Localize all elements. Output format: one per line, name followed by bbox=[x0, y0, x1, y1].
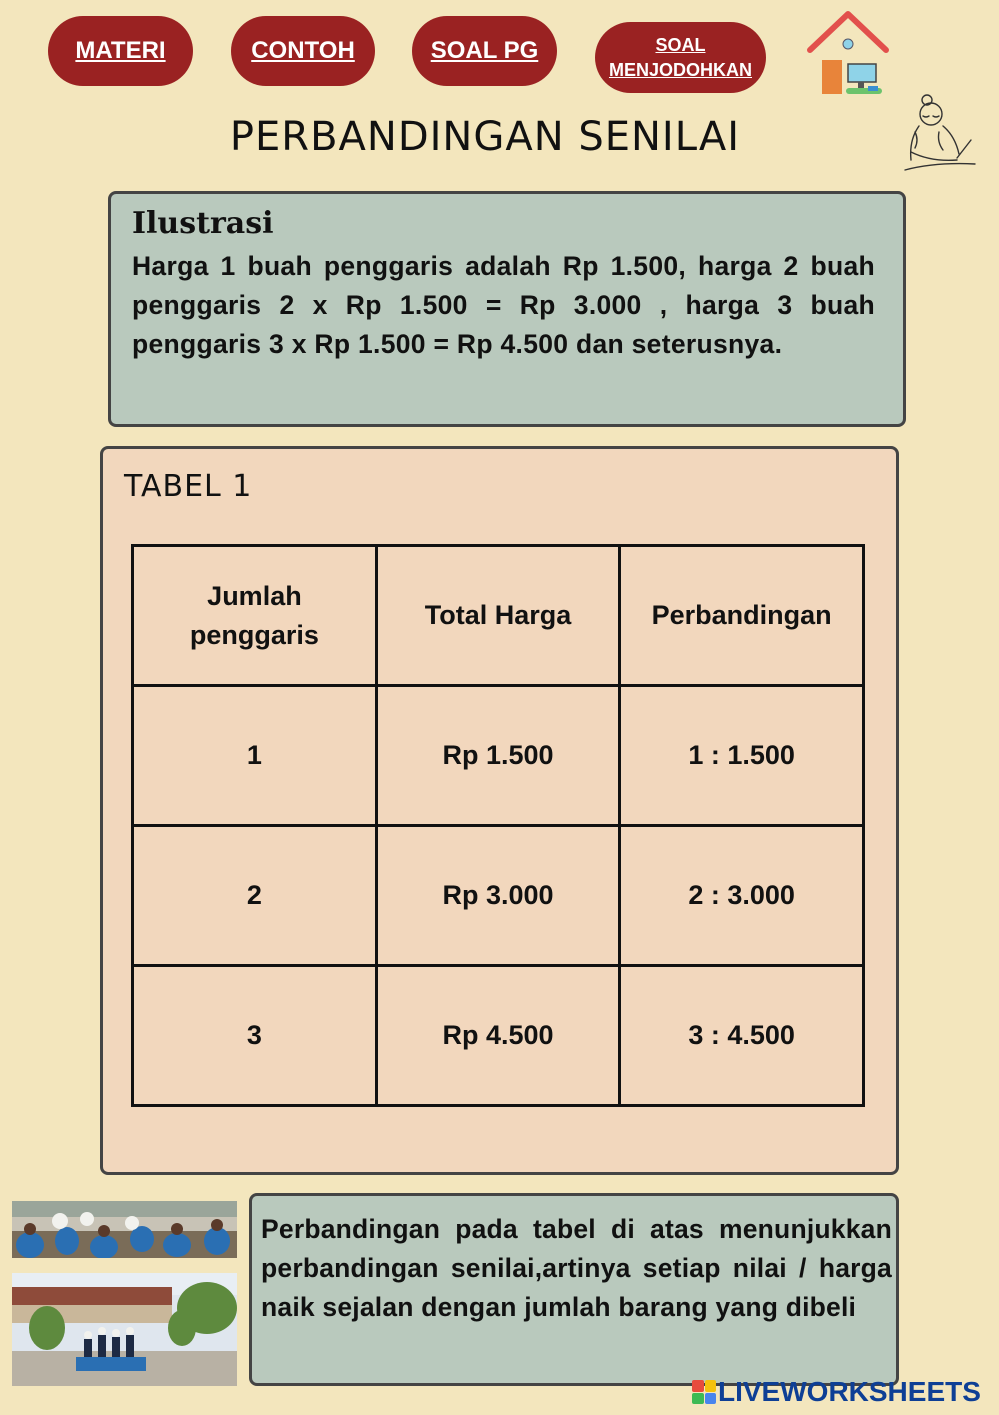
header-jumlah: Jumlah penggaris bbox=[133, 546, 377, 686]
conclusion-text: Perbandingan pada tabel di atas menunjukkan perbandingan senilai,artinya setiap nilai / harga naik sejalan dengan jumlah barang yang dibeli bbox=[261, 1214, 892, 1322]
table-row bbox=[133, 966, 864, 1106]
cell-ratio: 3 : 4.500 bbox=[620, 966, 864, 1106]
page-title: PERBANDINGAN SENILAI bbox=[229, 114, 741, 160]
cell-ratio: 1 : 1.500 bbox=[620, 686, 864, 826]
table-row bbox=[133, 826, 864, 966]
header-perbandingan: Perbandingan bbox=[620, 546, 864, 686]
materi-button[interactable]: MATERI bbox=[48, 16, 193, 86]
home-icon[interactable] bbox=[806, 8, 890, 96]
classroom-photo bbox=[12, 1201, 237, 1258]
conclusion-card bbox=[249, 1193, 899, 1386]
liveworksheets-logo[interactable] bbox=[692, 1373, 981, 1411]
illustration-card bbox=[108, 191, 906, 427]
cell-ratio: 2 : 3.000 bbox=[620, 826, 864, 966]
table-label: TABEL 1 bbox=[124, 469, 253, 504]
comparison-table bbox=[131, 544, 865, 1107]
liveworksheets-icon bbox=[692, 1380, 716, 1404]
soal-pg-button[interactable]: SOAL PG bbox=[412, 16, 557, 86]
soal-menjodohkan-button[interactable]: SOAL MENJODOHKAN bbox=[595, 22, 766, 93]
illustration-heading: Ilustrasi bbox=[132, 206, 274, 241]
school-yard-photo bbox=[12, 1273, 237, 1386]
liveworksheets-text: LIVEWORKSHEETS bbox=[718, 1376, 981, 1407]
cell-price: Rp 4.500 bbox=[376, 966, 619, 1106]
table-row bbox=[133, 686, 864, 826]
table-card bbox=[100, 446, 899, 1175]
teacher-illustration bbox=[895, 92, 985, 187]
cell-price: Rp 3.000 bbox=[376, 826, 619, 966]
contoh-button[interactable]: CONTOH bbox=[231, 16, 375, 86]
header-total: Total Harga bbox=[376, 546, 619, 686]
table-header-row bbox=[133, 546, 864, 686]
cell-qty: 1 bbox=[133, 686, 377, 826]
cell-qty: 2 bbox=[133, 826, 377, 966]
illustration-text: Harga 1 buah penggaris adalah Rp 1.500, harga 2 buah penggaris 2 x Rp 1.500 = Rp 3.000 , harga 3 buah penggaris 3 x Rp 1.500 = Rp 4.500 dan seterusnya. bbox=[132, 251, 875, 359]
cell-qty: 3 bbox=[133, 966, 377, 1106]
cell-price: Rp 1.500 bbox=[376, 686, 619, 826]
